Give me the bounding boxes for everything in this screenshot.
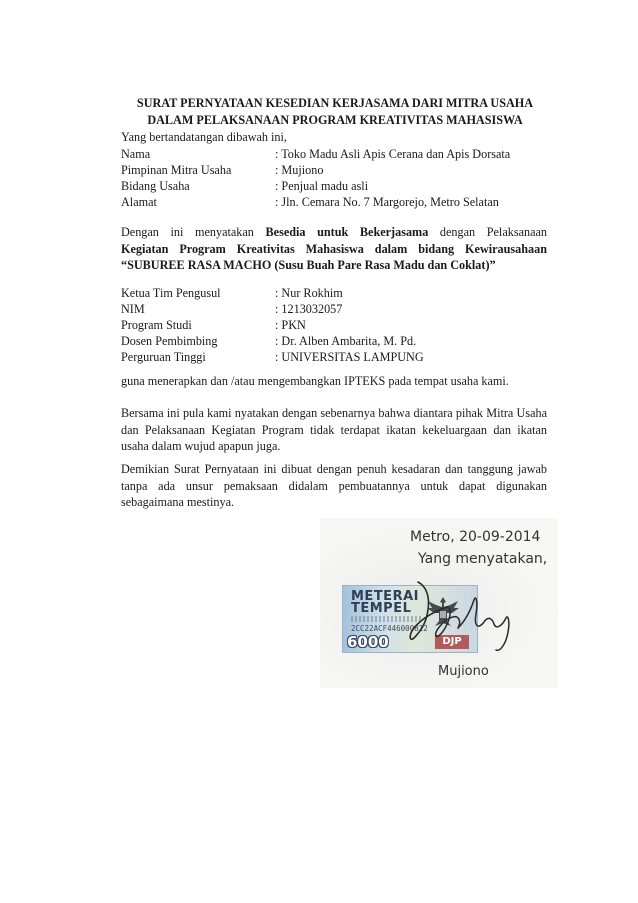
partner-row	[121, 194, 547, 210]
partner-label: Nama	[121, 147, 151, 161]
stamp-issuer: DJP	[435, 635, 469, 649]
team-label: Dosen Pembimbing	[121, 334, 218, 348]
purpose-text: guna menerapkan dan /atau mengembangkan IPTEKS pada tempat usaha kami.	[121, 374, 509, 388]
partner-row	[121, 146, 547, 162]
team-row	[121, 301, 547, 317]
partner-value: : Jln. Cemara No. 7 Margorejo, Metro Selatan	[275, 195, 499, 209]
partner-value: : Penjual madu asli	[275, 179, 369, 193]
title-line-1: SURAT PERNYATAAN KESEDIAN KERJASAMA DARI MITRA USAHA	[136, 96, 534, 110]
team-label: Program Studi	[121, 318, 192, 332]
team-label: Perguruan Tinggi	[121, 350, 206, 364]
partner-row	[121, 178, 547, 194]
partner-row	[121, 162, 547, 178]
closing-paragraph: Demikian Surat Pernyataan ini dibuat dengan penuh kesadaran dan tanggung jawab tanpa ada unsur pemaksaan didalam pembuatannya untuk dapat digunakan sebagaimana mestinya.	[121, 462, 547, 509]
team-label: Ketua Tim Pengusul	[121, 286, 221, 300]
team-value: : Nur Rokhim	[275, 286, 343, 300]
team-value: : UNIVERSITAS LAMPUNG	[275, 350, 424, 364]
place-date: Metro, 20-09-2014	[410, 529, 541, 545]
partner-label: Bidang Usaha	[121, 179, 190, 193]
statement-line-1	[121, 224, 547, 241]
letter-title	[110, 95, 560, 129]
team-label: NIM	[121, 302, 145, 316]
intro-text: Yang bertandatangan dibawah ini,	[121, 130, 287, 144]
stamp-value: 6000	[347, 633, 389, 651]
title-line-2: DALAM PELAKSANAAN PROGRAM KREATIVITAS MAHASISWA	[147, 113, 523, 127]
handwritten-signature	[388, 572, 518, 668]
partner-value: : Toko Madu Asli Apis Cerana dan Apis Dorsata	[275, 147, 511, 161]
signatory-statement: Yang menyatakan,	[418, 551, 548, 567]
statement-bold: Besedia untuk Bekerjasama	[265, 225, 429, 239]
stamp-serial: 2CC22ACF446000812	[351, 624, 428, 633]
stamp-line-2: TEMPEL	[351, 601, 412, 616]
statement-paragraph	[121, 224, 547, 274]
team-value: : PKN	[275, 318, 306, 332]
statement-line-3: “SUBUREE RASA MACHO (Susu Buah Pare Rasa Madu dan Coklat)”	[121, 258, 496, 272]
statement-pre: Dengan ini menyatakan	[121, 225, 266, 239]
stamp-line-1: METERAI	[351, 589, 419, 604]
team-value: : Dr. Alben Ambarita, M. Pd.	[275, 334, 417, 348]
team-row	[121, 349, 547, 365]
team-row	[121, 333, 547, 349]
partner-label: Pimpinan Mitra Usaha	[121, 163, 232, 177]
team-row	[121, 285, 547, 301]
statement-line-2: Kegiatan Program Kreativitas Mahasiswa dalam bidang Kewirausahaan	[121, 241, 547, 256]
team-value: : 1213032057	[275, 302, 343, 316]
team-row	[121, 317, 547, 333]
team-details	[121, 285, 547, 365]
partner-label: Alamat	[121, 195, 157, 209]
partner-details	[121, 146, 547, 210]
declaration-paragraph: Bersama ini pula kami nyatakan dengan sebenarnya bahwa diantara pihak Mitra Usaha dan Pelaksanaan Kegiatan Program tidak terdapat ikatan kekeluargaan dan ikatan usaha dalam wujud apapun juga.	[121, 406, 547, 453]
signatory-name: Mujiono	[438, 664, 489, 679]
statement-post: dengan Pelaksanaan	[428, 225, 547, 239]
partner-value: : Mujiono	[275, 163, 324, 177]
